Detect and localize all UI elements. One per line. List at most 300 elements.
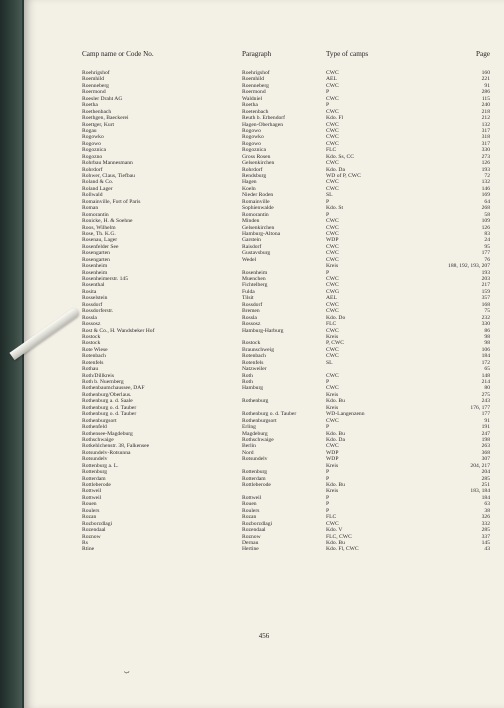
paragraph-cell: Rossla [242,314,257,321]
camp-type-cell: FLC [326,321,337,328]
page-cell: 132 [481,179,490,186]
page-cell: 212 [481,115,490,122]
camp-type-cell: Kdo. Bu [326,430,345,437]
camp-name-cell: Roznow [82,533,101,540]
camp-name-cell: Roland Lager [82,185,113,192]
paragraph-cell: Rozan [242,514,257,521]
camp-name-cell: Rotsundelv [82,456,108,463]
camp-type-cell: CWC [326,520,339,527]
paragraph-cell: Rottleberode [242,482,271,488]
camp-type-cell: CWC [326,160,339,167]
camp-type-cell: WDP [326,456,339,463]
paragraph-cell: Roetenbach [242,108,269,115]
camp-name-cell: Rtine [82,546,95,553]
camp-type-cell: P [326,269,330,276]
camp-type-cell: CWC [326,121,339,128]
camp-name-cell: Rothenburg a. d. Saale [82,398,133,405]
page-cell: 273 [481,153,490,160]
page-cell: 243 [481,398,490,405]
camp-name-cell: Roetha [82,102,98,109]
handwritten-mark: ب [124,669,130,675]
camp-name-cell: Rosenfelder See [82,243,119,250]
camp-name-cell: Rotenfels [82,359,104,366]
camp-name-cell: Rosita [82,288,97,295]
paragraph-cell: Rosenheim [242,269,268,276]
camp-type-cell: CWC [326,256,339,263]
camp-name-cell: Roettger, Kurt [82,121,115,128]
camp-type-cell: CWC [326,346,339,353]
camp-name-cell: Rottweil [82,494,102,501]
camp-type-cell: AEL [326,295,337,302]
camp-type-cell: Kdo. Ss, CC [326,153,354,160]
camp-name-cell: Rosselstein [82,295,108,302]
page-cell: 148 [481,372,490,379]
paragraph-cell: Roehrigshof [242,70,270,76]
paragraph-cell: Rossosz [242,321,261,328]
camp-name-cell: Rogozno [82,153,103,160]
camp-name-cell: Rossla [82,314,97,321]
camp-type-cell: CWC [326,179,339,186]
camp-type-cell: CWC [326,301,339,308]
camp-name-cell: Rottleberode [82,482,111,488]
page-cell: 318 [481,134,490,141]
page-cell: 145 [481,539,490,546]
camp-name-cell: Rohrbau Mannesmann [82,160,133,167]
camp-name-cell: Rogowko [82,134,104,141]
paragraph-cell: Hagen [242,179,257,186]
camp-type-cell: P [326,89,330,96]
camp-type-cell: CWC [326,385,339,392]
page-cell: 251 [481,482,490,488]
page-cell: 160 [481,70,490,76]
camp-type-cell: CWC [326,218,339,225]
camp-type-cell: CWC [326,372,339,379]
camp-type-cell: P [326,424,330,431]
page-cell: 247 [481,430,490,437]
paragraph-cell: Roetha [242,102,258,109]
page-cell: 307 [481,456,490,463]
page-cell: 193 [481,166,490,173]
camp-type-cell: CWC [326,353,339,360]
page-cell: 214 [481,379,490,385]
paragraph-cell: Rossdorf [242,301,263,308]
header-camp-name: Camp name or Code No. [82,50,154,58]
camp-name-cell: Roesler Draht AG [82,95,123,102]
page-cell: 95 [484,243,490,250]
paragraph-cell: Gustavsburg [242,250,271,257]
page-cell: 221 [481,76,490,83]
header-page: Page [476,50,490,58]
paragraph-cell: Reuth b. Erbendorf [242,115,286,122]
camp-type-cell: CWC [326,327,339,334]
paragraph-cell: Braunschweig [242,346,275,353]
book-page [24,0,504,708]
camp-type-cell: P [326,494,330,501]
paragraph-cell: Rottenburg [242,469,268,476]
camp-type-cell: CWC [326,417,339,424]
paragraph-cell: Roznow [242,533,261,540]
page-cell: 232 [481,314,490,321]
paragraph-cell: Natzweiler [242,366,267,373]
paragraph-cell: Sophienwalde [242,205,274,212]
page-cell: 204 [481,469,490,476]
camp-type-cell: CWC [326,224,339,231]
page-cell: 76 [484,256,490,263]
camp-name-cell: Rotsundelv-Rotsunna [82,449,131,456]
camp-type-cell: WDP [326,237,339,244]
paragraph-cell: Rothenburgsort [242,417,277,424]
camp-name-cell: Rosenheim [82,263,108,270]
page-cell: 146 [481,185,490,192]
paragraph-cell: Rohrdorf [242,166,263,173]
page-cell: 330 [481,321,490,328]
camp-name-cell: Rostock [82,333,101,340]
page-cell: 75 [484,308,490,315]
camp-name-cell: Roethgen, Baeckerei [82,115,129,122]
page-cell: 80 [484,385,490,392]
camp-name-cell: Roman [82,205,99,212]
page-cell: 63 [484,501,490,508]
page-cell: 191 [481,424,490,431]
page-cell: 240 [481,102,490,109]
camp-type-cell: CWC [326,443,339,450]
page-cell: 285 [481,527,490,534]
camp-name-cell: Roth/Dillkreis [82,372,115,379]
page-cell: 43 [484,546,490,553]
paragraph-cell: Hamburg [242,385,264,392]
camp-type-cell: CWC [326,108,339,115]
camp-type-cell: CWC [326,243,339,250]
camp-name-cell: Rotkehlchenstr. 38, Falkensee [82,443,150,450]
page-cell: 177 [481,411,490,418]
paragraph-cell: Koeln [242,185,256,192]
page-cell: 217 [481,282,490,289]
camp-name-cell: Rotenbach [82,353,106,360]
page-cell: 177 [481,250,490,257]
camp-type-cell: CWC [326,282,339,289]
camp-name-cell: Rotterdam [82,475,106,482]
page-cell: 98 [484,333,490,340]
camp-type-cell: Kdo. Fl [326,115,344,122]
page-cell: 172 [481,359,490,366]
page-cell: 317 [481,140,490,147]
page-cell: 132 [481,121,490,128]
page-cell: 65 [484,366,490,373]
paragraph-cell: Roermond [242,89,266,96]
camp-type-cell: Kdo. Da [326,166,345,173]
camp-name-cell: Rossosz [82,321,101,328]
camp-name-cell: Romainville, Fort of Paris [82,198,141,205]
camp-type-cell: CWC [326,95,339,102]
paragraph-cell: Rotterdam [242,475,266,482]
paragraph-cell: Rozborzdlagi [242,520,273,527]
header-type-of-camps: Type of camps [326,50,369,58]
camp-type-cell: P [326,102,330,109]
paragraph-cell: Fulda [242,288,255,295]
page-cell: 317 [481,127,490,134]
header-paragraph: Paragraph [242,50,272,58]
page-cell: 38 [484,507,490,514]
camp-name-cell: Rothenburgsort [82,417,117,424]
camp-name-cell: Rothschwaige [82,436,114,443]
table-row [24,546,504,552]
paragraph-cell: Berlin [242,443,256,450]
page-cell: 126 [481,224,490,231]
camp-name-cell: Romorantin [82,211,109,218]
camp-name-cell: Roethenbach [82,108,112,115]
camp-type-cell: Kdo. Do [326,314,346,321]
page-cell: 64 [484,198,490,205]
camp-name-cell: Roos, Wilhelm [82,224,116,231]
camp-type-cell: SL [326,359,333,366]
paragraph-cell: Nieder Roden [242,192,274,199]
paragraph-cell: Rothenburg o. d. Tauber [242,411,297,418]
camp-type-cell: CWC [326,70,339,76]
paragraph-cell: Rotenbach [242,353,266,360]
paragraph-cell: Rothenburg [242,398,269,405]
camp-name-cell: Rollwald [82,192,103,199]
camp-name-cell: Rogowo [82,140,101,147]
camp-name-cell: Rosenheim [82,269,108,276]
camp-name-cell: Rouen [82,501,97,508]
camp-type-cell: Kreis [326,333,339,340]
page-cell: 203 [481,276,490,282]
camp-type-cell: FLC [326,147,337,154]
camp-name-cell: Rozan [82,514,97,521]
camp-name-cell: Roulers [82,507,100,514]
camp-name-cell: Rozendaal [82,527,106,534]
camp-name-cell: Roehrigshof [82,70,110,76]
paragraph-cell: Roenneberg [242,82,269,89]
paragraph-cell: Dernau [242,539,259,546]
page-cell: 263 [481,443,490,450]
camp-name-cell: Rs [82,539,88,546]
camp-name-cell: Rothenfeld [82,424,107,431]
page-cell: 184 [481,494,490,501]
page-cell: 106 [481,346,490,353]
paragraph-cell: Tilsit [242,295,254,302]
page-cell: 204, 217 [470,462,490,469]
page-cell: 115 [481,95,490,102]
page-cell: 285 [481,475,490,482]
camp-type-cell: P [326,379,330,385]
index-table [24,70,504,553]
page-cell: 286 [481,89,490,96]
paragraph-cell: Rogowko [242,134,264,141]
camp-name-cell: Ronicke, H. & Soehne [82,218,133,225]
page-cell: 86 [484,327,490,334]
camp-type-cell: CWC [326,230,339,237]
camp-name-cell: Rote Wiese [82,346,108,353]
camp-name-cell: Roland & Co. [82,179,114,186]
camp-type-cell: P [326,469,330,476]
camp-name-cell: Rogoznica [82,147,106,154]
paragraph-cell: Roth [242,372,253,379]
camp-type-cell: Kdo. Bu [326,539,345,546]
paragraph-cell: Rostock [242,340,261,347]
paragraph-cell: Hertine [242,546,259,553]
page-cell: 337 [481,533,490,540]
camp-type-cell: Kreis [326,404,339,411]
camp-type-cell: P [326,198,330,205]
camp-type-cell: CWC [326,250,339,257]
page-cell: 83 [484,230,490,237]
camp-name-cell: Rottenburg a. L. [82,462,119,469]
camp-name-cell: Rothenburg/Oberlaus. [82,391,132,398]
paragraph-cell: Roulers [242,507,260,514]
paragraph-cell: Roemhild [242,76,265,83]
camp-type-cell: Kdo. Da [326,436,345,443]
camp-type-cell: Kreis [326,391,339,398]
camp-type-cell: CWC [326,134,339,141]
camp-type-cell: CWC [326,127,339,134]
camp-type-cell: Kdo. Bu [326,482,345,488]
paragraph-cell: Gross Rosen [242,153,271,160]
camp-name-cell: Rost & Co., H. Wandsbeker Hof [82,327,155,334]
page-cell: 357 [481,295,490,302]
page-cell: 183, 184 [470,488,490,495]
paragraph-cell: Magdeburg [242,430,268,437]
camp-type-cell: Kdo. Fl, CWC [326,546,359,553]
paragraph-cell: Rothschwaige [242,436,274,443]
page-cell: 168 [481,301,490,308]
page-cell: 330 [481,147,490,154]
camp-name-cell: Rohwer, Claus, Tiefbau [82,173,135,179]
paragraph-cell: Waldniel [242,95,263,102]
paragraph-cell: Raisdorf [242,243,262,250]
page-cell: 72 [484,173,490,179]
paragraph-cell: Rouen [242,501,257,508]
page-cell: 326 [481,514,490,521]
camp-type-cell: FLC [326,514,337,521]
camp-name-cell: Rohrdorf [82,166,103,173]
paragraph-cell: Rozendaal [242,527,266,534]
paragraph-cell: Rotsundelv [242,456,268,463]
paragraph-cell: Minden [242,218,260,225]
camp-type-cell: Kdo. St [326,205,344,212]
camp-type-cell: P [326,501,330,508]
camp-name-cell: Rothenbaumchaussee, DAF [82,385,145,392]
paragraph-cell: Hamburg-Altona [242,230,281,237]
paragraph-cell: Rogoznica [242,147,266,154]
camp-type-cell: CWC [326,82,339,89]
camp-name-cell: Roemhild [82,76,105,83]
camp-type-cell: CWC [326,185,339,192]
camp-name-cell: Rothenburg o. d. Tauber [82,404,137,411]
page-cell: 98 [484,340,490,347]
camp-type-cell: CWC [326,140,339,147]
camp-name-cell: Rosenthal [82,282,105,289]
camp-type-cell: FLC, CWC [326,533,352,540]
camp-type-cell: CWG [326,288,340,295]
paragraph-cell: Bremen [242,308,260,315]
camp-name-cell: Roth b. Nuernberg [82,379,124,385]
camp-name-cell: Rottweil [82,488,102,495]
paragraph-cell: Rendsburg [242,173,267,179]
camp-type-cell: CWC [326,276,339,282]
paragraph-cell: Rottweil [242,494,262,501]
camp-type-cell: Kreis [326,263,339,270]
camp-name-cell: Rozborzdlagi [82,520,113,527]
paragraph-cell: Hamburg-Harburg [242,327,284,334]
camp-name-cell: Rosenau, Lager [82,237,118,244]
paragraph-cell: Gelsenkirchen [242,160,275,167]
page-cell: 24 [484,237,490,244]
camp-name-cell: Rossdorf [82,301,103,308]
paragraph-cell: Hagen-Oberhagen [242,121,283,128]
camp-name-cell: Rosenheimerstr. 145 [82,276,128,282]
paragraph-cell: Fichtelberg [242,282,268,289]
page-cell: 193 [481,269,490,276]
camp-type-cell: Kdo. V [326,527,343,534]
camp-name-cell: Rose, Th. K.G. [82,230,116,237]
camp-type-cell: Kdo. Bu [326,398,345,405]
paragraph-cell: Romorantin [242,211,269,218]
camp-type-cell: P [326,475,330,482]
page-cell: 332 [481,520,490,527]
page-number: 456 [258,632,270,640]
paragraph-cell: Rogowo [242,127,261,134]
page-cell: 169 [481,192,490,199]
camp-type-cell: SL [326,192,333,199]
camp-type-cell: WDP [326,449,339,456]
paragraph-cell: Muenchen [242,276,266,282]
paragraph-cell: Gelsenkirchen [242,224,275,231]
paragraph-cell: Rogowo [242,140,261,147]
camp-name-cell: Rothensee-Magdeburg [82,430,133,437]
paragraph-cell: Garstein [242,237,261,244]
camp-type-cell: WD of P, CWC [326,173,361,179]
page-cell: 184 [481,353,490,360]
camp-type-cell: Kreis [326,462,339,469]
camp-type-cell: P, CWC [326,340,345,347]
camp-type-cell: CWC [326,308,339,315]
camp-name-cell: Rossdorferstr. [82,308,114,315]
camp-name-cell: Roenneberg [82,82,109,89]
paragraph-cell: Rotenfels [242,359,264,366]
page-cell: 91 [484,417,490,424]
page-cell: 159 [481,288,490,295]
camp-name-cell: Rostock [82,340,101,347]
page-cell: 188, 192, 193, 207 [448,263,490,270]
camp-name-cell: Rothenburg o. d. Tauber [82,411,137,418]
camp-name-cell: Roermond [82,89,106,96]
camp-type-cell: AEL [326,76,337,83]
page-cell: 109 [481,218,490,225]
paragraph-cell: Romainville [242,198,270,205]
page-cell: 126 [481,160,490,167]
paragraph-cell: Nord [242,449,254,456]
paragraph-cell: Erling [242,424,256,431]
page-cell: 58 [484,211,490,218]
camp-type-cell: P [326,211,330,218]
camp-name-cell: Rottenburg [82,469,108,476]
page-cell: 268 [481,205,490,212]
page-cell: 275 [481,391,490,398]
page-cell: 198 [481,436,490,443]
page-cell: 368 [481,449,490,456]
camp-type-cell: WD-Langenzenn [326,411,365,418]
paragraph-cell: Roth [242,379,253,385]
page-cell: 91 [484,82,490,89]
paragraph-cell: Wedel [242,256,257,263]
camp-name-cell: Rosengarten [82,250,110,257]
page-cell: 176, 177 [470,404,490,411]
camp-name-cell: Rogau [82,127,97,134]
page-cell: 218 [481,108,490,115]
camp-type-cell: P [326,507,330,514]
camp-name-cell: Rosengarten [82,256,110,263]
